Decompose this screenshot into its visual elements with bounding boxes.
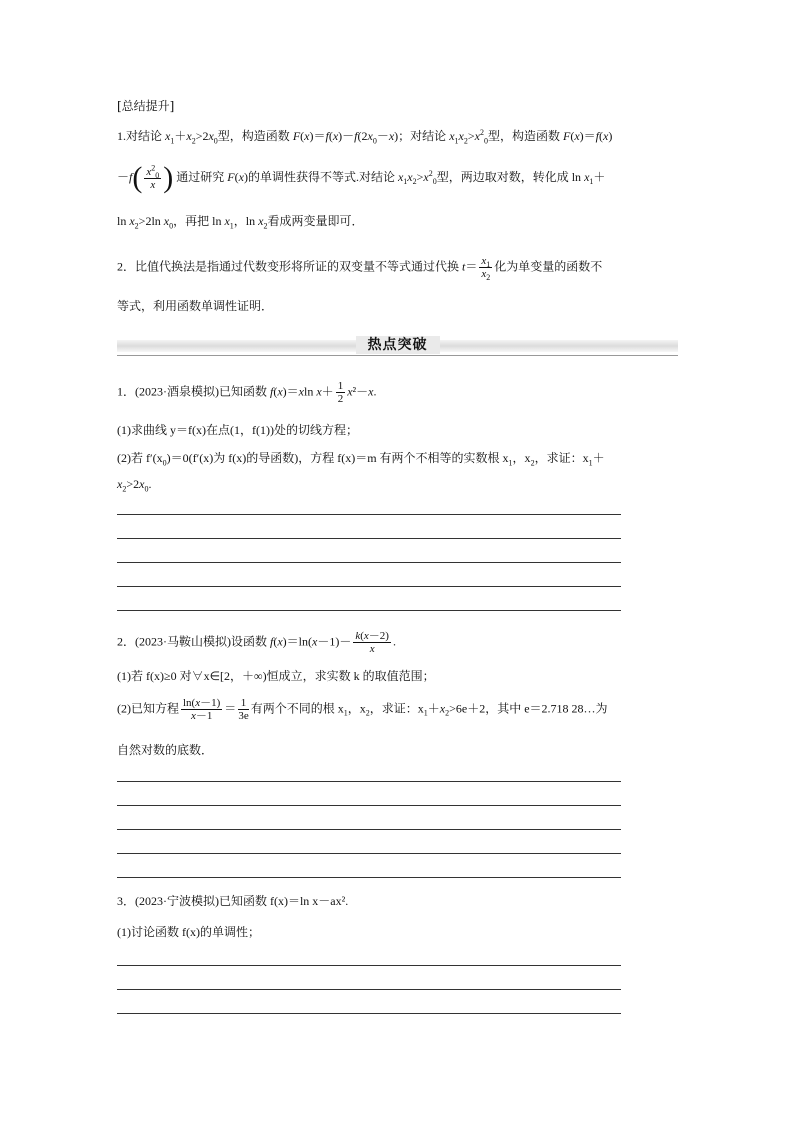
banner-underline — [117, 355, 678, 356]
section-banner — [117, 334, 678, 356]
answer-line — [117, 514, 621, 515]
answer-line — [117, 989, 621, 990]
answer-line — [117, 829, 621, 830]
problem-2-stem: 2．(2023·马鞍山模拟)设函数 f(x)＝ln(x－1)－ $\frac{k(x-2)}{x}$ . — [117, 630, 396, 655]
answer-line — [117, 877, 621, 878]
answer-line — [117, 965, 621, 966]
answer-line — [117, 781, 621, 782]
section-title: 热点突破 — [356, 336, 440, 354]
problem-2-part-2-line-2: 自然对数的底数． — [117, 743, 214, 757]
answer-line — [117, 562, 621, 563]
answer-line — [117, 538, 621, 539]
problem-1-part-1: (1)求曲线 y＝f(x)在点(1，f(1))处的切线方程； — [117, 423, 358, 437]
problem-1-part-2-line-1: (2)若 $f'(x_0)=0(f'(x)$为 f(x)的导函数)，方程 f(x)＝m 有两个不相等的实数根 $x_1$，$x_2$，求证：$x_1+$ — [117, 451, 605, 468]
answer-line — [117, 610, 621, 611]
answer-line — [117, 853, 621, 854]
problem-3-stem: 3．(2023·宁波模拟)已知函数 f(x)＝ln x－ax². — [117, 894, 349, 908]
problem-3-part-1: (1)讨论函数 f(x)的单调性； — [117, 925, 260, 939]
problem-1-stem: 1．(2023·酒泉模拟)已知函数 f(x)＝xln x＋ $\frac{1}{2}$ x²－x. — [117, 380, 377, 405]
problem-1-part-2-line-2: $x_2>2x_0$. — [117, 477, 152, 494]
summary-point-2-line-2: 等式，利用函数单调性证明． — [117, 299, 274, 313]
summary-point-1-line-1: 1.对结论 $x_1+x_2>2x_0$型，构造函数 $F(x)=f(x)-f(2x_0-x)$；对结论 $x_1x_2>x^2_0$型，构造函数 F(x)＝f(x) — [117, 128, 613, 146]
summary-heading: [总结提升] — [117, 99, 175, 113]
problem-2-part-2-line-1: (2)已知方程 $\frac{\ln(x-1)}{x-1}$ ＝ $\frac{1}{3e}$ 有两个不同的根 $x_1$，$x_2$，求证：$x_1+x_2>6e+2$，其中 e＝2.718 28…为 — [117, 697, 608, 722]
problem-2-part-1: (1)若 f(x)≥0 对∀x∈[2，＋∞)恒成立，求实数 k 的取值范围； — [117, 669, 435, 683]
answer-line — [117, 586, 621, 587]
summary-point-1-line-2: －f( $\frac{x^2_0}{x}$ ) 通过研究 F(x)的单调性获得不等式.对结论 $x_1x_2>x^2_0$型，两边取对数，转化成 $\ln x_1+$ — [117, 161, 606, 194]
answer-line — [117, 805, 621, 806]
summary-point-1-line-3: $\ln x_2>2\ln$ $x_0$，再把 $\ln x_1$，$\ln x_2$看成两变量即可． — [117, 214, 364, 231]
answer-line — [117, 1013, 621, 1014]
summary-point-2-line-1: 2．比值代换法是指通过代数变形将所证的双变量不等式通过代换 t＝ $\frac{x_1}{x_2}$ 化为单变量的函数不 — [117, 255, 603, 283]
